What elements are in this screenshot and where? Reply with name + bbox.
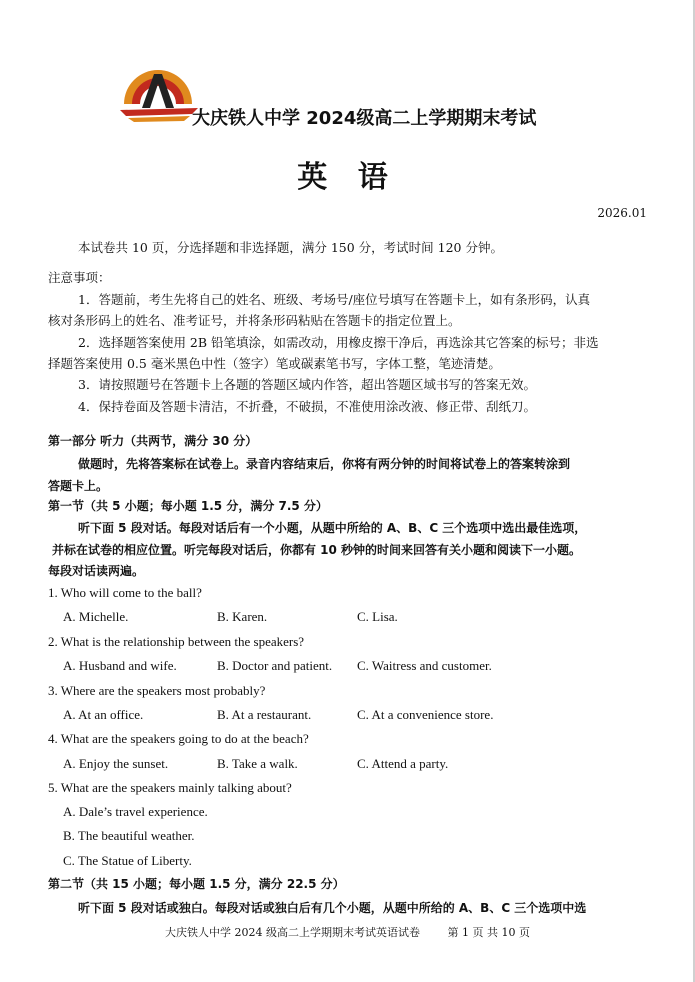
exam-date: 2026.01	[597, 206, 647, 220]
section1-instruction: 听下面 5 段对话。每段对话后有一个小题，从题中所给的 A、B、C 三个选项中选出最佳选项，	[78, 521, 587, 535]
option-c: C. Attend a party.	[357, 756, 449, 771]
notice-item-1: 1．答题前，考生先将自己的姓名、班级、考场号/座位号填写在答题卡上，如有条形码，认真	[78, 292, 591, 307]
option-c: C. At a convenience store.	[357, 707, 494, 722]
option-b: B. Take a walk.	[217, 756, 298, 771]
option-c: C. The Statue of Liberty.	[63, 853, 192, 868]
section1-instruction-end: 每段对话读两遍。	[48, 564, 145, 578]
question-5: 5. What are the speakers mainly talking about?	[48, 780, 292, 795]
question-1: 1. Who will come to the ball?	[48, 585, 202, 600]
option-a: A. Dale’s travel experience.	[63, 804, 208, 819]
section1-instruction-cont: 并标在试卷的相应位置。听完每段对话后，你都有 10 秒钟的时间来回答有关小题和阅读下一小题。	[52, 543, 582, 557]
question-3: 3. Where are the speakers most probably?	[48, 683, 266, 698]
footer-page-number: 第 1 页 共 10 页	[447, 926, 530, 939]
notice-item-2: 2．选择题答案使用 2B 铅笔填涂，如需改动，用橡皮擦干净后，再选涂其它答案的标号；非选	[78, 335, 599, 350]
option-b: B. At a restaurant.	[217, 707, 312, 722]
option-c: C. Waitress and customer.	[357, 658, 492, 673]
question-4: 4. What are the speakers going to do at the beach?	[48, 731, 309, 746]
notice-item-4: 4．保持卷面及答题卡清洁，不折叠，不破损，不准使用涂改液、修正带、刮纸刀。	[78, 399, 536, 414]
part1-instruction-cont: 答题卡上。	[48, 479, 109, 493]
option-a: A. Husband and wife.	[63, 658, 177, 673]
option-a: A. Michelle.	[63, 609, 129, 624]
school-logo-icon	[118, 60, 200, 130]
option-b: B. Doctor and patient.	[217, 658, 333, 673]
notice-item-1-cont: 核对条形码上的姓名、准考证号，并将条形码粘贴在答题卡的指定位置上。	[48, 313, 461, 328]
page-footer	[0, 924, 695, 940]
option-a: A. At an office.	[63, 707, 144, 722]
option-a: A. Enjoy the sunset.	[63, 756, 169, 771]
intro-text: 本试卷共 10 页，分选择题和非选择题，满分 150 分，考试时间 120 分钟。	[78, 240, 503, 255]
part1-instruction: 做题时，先将答案标在试卷上。录音内容结束后，你将有两分钟的时间将试卷上的答案转涂到	[78, 457, 571, 471]
question-2: 2. What is the relationship between the speakers?	[48, 634, 305, 649]
school-exam-title: 大庆铁人中学 2024级高二上学期期末考试	[192, 108, 537, 129]
footer-exam-title: 大庆铁人中学 2024 级高二上学期期末考试英语试卷	[165, 926, 420, 939]
part1-title: 第一部分 听力（共两节，满分 30 分）	[48, 434, 258, 448]
notice-item-3: 3．请按照题号在答题卡上各题的答题区域内作答，超出答题区域书写的答案无效。	[78, 377, 536, 392]
section2-title: 第二节（共 15 小题；每小题 1.5 分，满分 22.5 分）	[48, 877, 345, 891]
section1-title: 第一节（共 5 小题；每小题 1.5 分，满分 7.5 分）	[48, 499, 328, 513]
subject-title: 英 语	[297, 160, 398, 195]
section2-instruction: 听下面 5 段对话或独白。每段对话或独白后有几个小题，从题中所给的 A、B、C 三个选项中选	[78, 901, 587, 915]
option-b: B. The beautiful weather.	[63, 828, 195, 843]
option-c: C. Lisa.	[357, 609, 398, 624]
exam-header	[118, 60, 618, 135]
option-b: B. Karen.	[217, 609, 268, 624]
notice-item-2-cont: 择题答案使用 0.5 毫米黑色中性（签字）笔或碳素笔书写，字体工整，笔迹清楚。	[48, 356, 501, 371]
notice-title: 注意事项：	[48, 270, 111, 285]
